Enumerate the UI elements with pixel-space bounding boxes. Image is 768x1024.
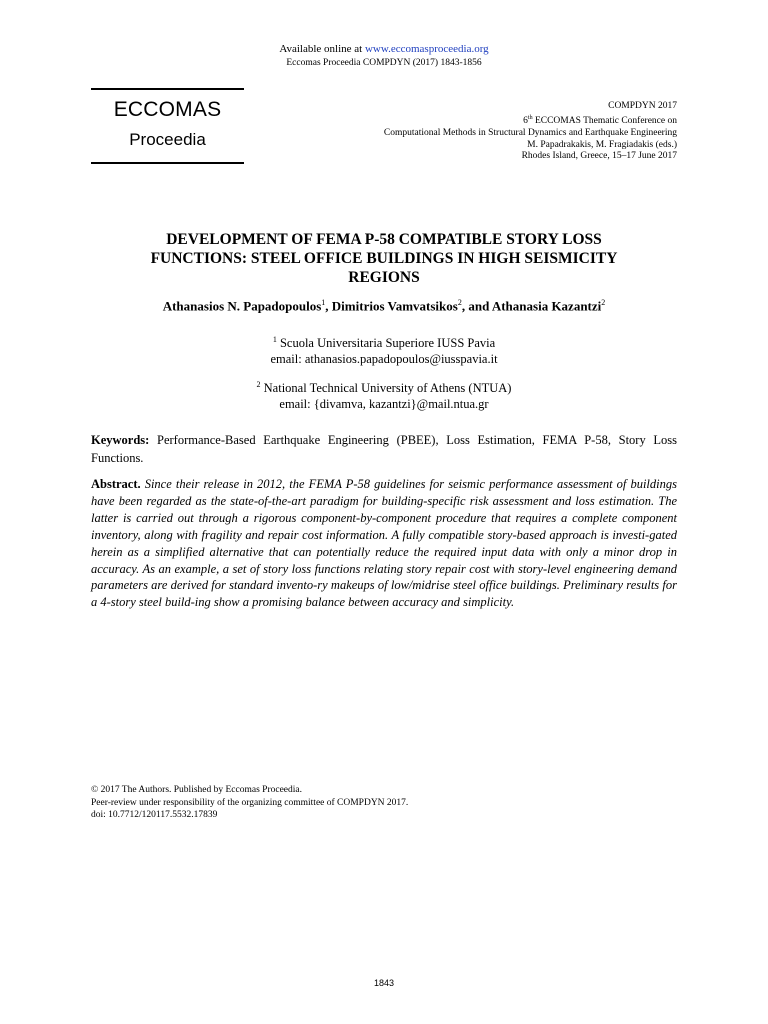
title-line: DEVELOPMENT OF FEMA P-58 COMPATIBLE STORY LOSS [166, 231, 602, 248]
author-name: Athanasia Kazantzi [491, 298, 602, 314]
conference-thematic: ECCOMAS Thematic Conference on [532, 115, 677, 126]
conference-name: COMPDYN 2017 [608, 101, 677, 111]
author-affil-marker: 2 [457, 298, 462, 307]
conference-info [277, 101, 677, 163]
proceedings-website-link[interactable]: www.eccomasproceedia.org [364, 43, 489, 55]
paper-title [91, 230, 677, 287]
affiliation-marker: 1 [272, 335, 277, 344]
journal-reference: Eccomas Proceedia COMPDYN (2017) 1843-1856 [286, 58, 482, 68]
affiliation-institution [91, 377, 677, 396]
title-line: FUNCTIONS: STEEL OFFICE BUILDINGS IN HIGH SEISMICITY [150, 250, 618, 267]
keywords-label: Keywords: [91, 433, 150, 447]
conference-location-date: Rhodes Island, Greece, 15–17 June 2017 [521, 151, 677, 162]
availability-prefix: Available online at [279, 43, 365, 55]
keywords-section [91, 431, 677, 467]
logo-line-proceedia: Proceedia [129, 130, 206, 149]
conference-topic: Computational Methods in Structural Dynamics and Earthquake Engineering [383, 127, 677, 138]
affiliation-institution [91, 332, 677, 351]
affiliation-email: email: athanasios.papadopoulos@iusspavia.it [270, 352, 498, 367]
footer-notes [91, 784, 677, 822]
page-number: 1843 [373, 978, 395, 988]
author-affil-marker: 1 [321, 298, 326, 307]
author-name: Dimitrios Vamvatsikos [331, 298, 458, 314]
affiliation-2 [91, 377, 677, 412]
author-name: Athanasios N. Papadopoulos [162, 298, 322, 314]
author-affil-marker: 2 [601, 298, 606, 307]
institution-name: National Technical University of Athens (NTUA) [260, 381, 512, 396]
conference-thematic-line [277, 113, 677, 128]
conference-ordinal-suffix: th [527, 114, 533, 121]
institution-name: Scuola Universitaria Superiore IUSS Pavia [276, 336, 496, 351]
eccomas-proceedia-logo [91, 88, 244, 164]
author-separator: , and [461, 298, 492, 314]
availability-line [0, 43, 768, 55]
title-line: REGIONS [348, 269, 420, 286]
doi-line[interactable]: doi: 10.7712/120117.5532.17839 [91, 810, 218, 820]
author-separator: , [325, 298, 332, 314]
conference-ordinal: 6 [523, 115, 528, 126]
affiliation-1 [91, 332, 677, 367]
affiliation-email: email: {divamva, kazantzi}@mail.ntua.gr [279, 397, 489, 412]
peer-review-notice: Peer-review under responsibility of the organizing committee of COMPDYN 2017. [91, 797, 409, 808]
abstract-text: Since their release in 2012, the FEMA P-58 guidelines for seismic performance assessment of buildings have been regarded as the state-of-the-art paradigm for building-specific risk assessment and loss estimation. The latter is carried out through a rigorous component-by-component procedure that requires a complete component inventory, along with fragility and repair cost information. A fully compatible story-based approach is investi-gated herein as a simplified alternative that can potentially reduce the required input data with only a minor drop in accuracy. As an example, a set of story loss functions relating story repair cost with story-level engineering demand parameters are derived for standard invento-ry makeups of low/midrise steel office buildings. Preliminary results for a 4-story steel build-ing show a promising balance between accuracy and simplicity. [91, 477, 677, 610]
keywords-text: Performance-Based Earthquake Engineering (PBEE), Loss Estimation, FEMA P-58, Story Loss Functions. [91, 433, 677, 465]
copyright-notice: © 2017 The Authors. Published by Eccomas Proceedia. [91, 785, 302, 795]
logo-line-eccomas: ECCOMAS [113, 98, 222, 121]
abstract-section [91, 476, 677, 611]
affiliation-marker: 2 [256, 380, 261, 389]
conference-editors: M. Papadrakakis, M. Fragiadakis (eds.) [527, 139, 677, 150]
author-list [91, 298, 677, 314]
abstract-label: Abstract. [91, 477, 141, 491]
